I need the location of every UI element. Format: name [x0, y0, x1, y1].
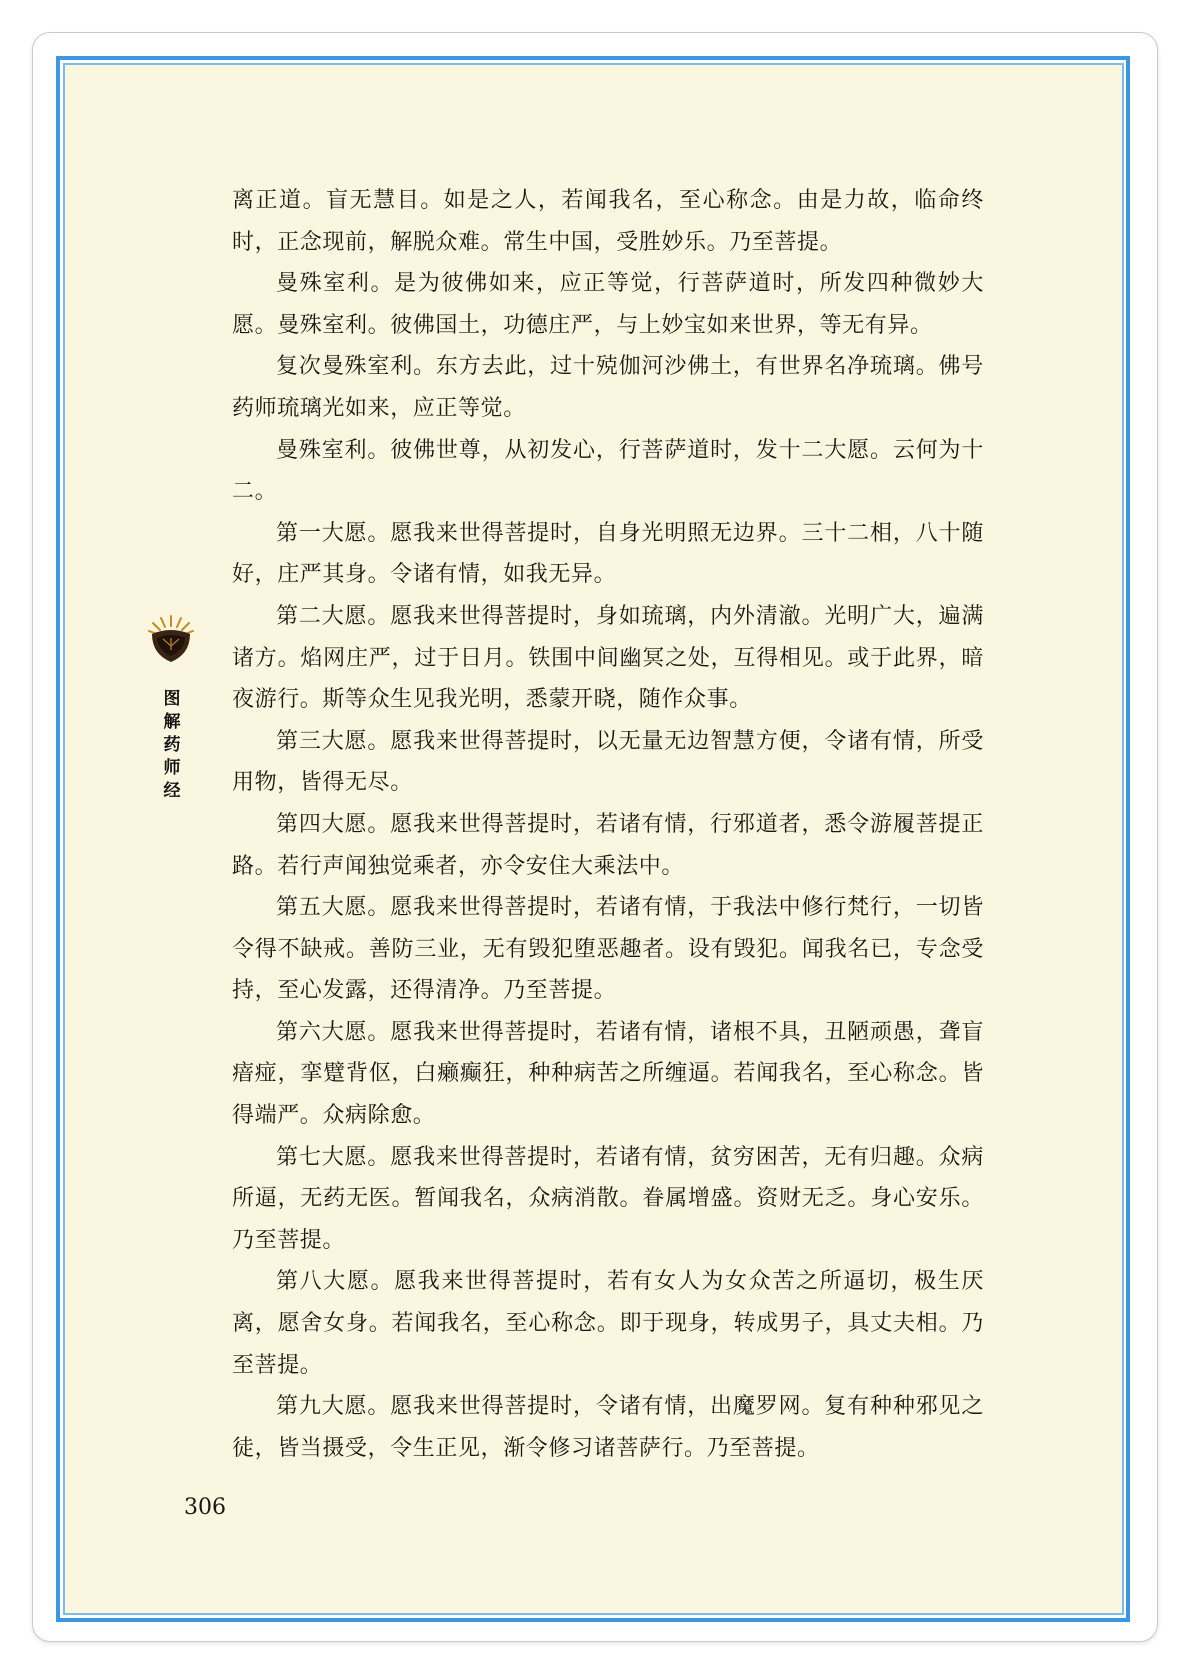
paragraph: 第六大愿。愿我来世得菩提时，若诸有情，诸根不具，丑陋顽愚，聋盲瘖痖，挛躄背伛，白癞癫狂，种种病苦之所缠逼。若闻我名，至心称念。皆得端严。众病除愈。 — [232, 1019, 984, 1129]
paragraph: 曼殊室利。是为彼佛如来，应正等觉，行菩萨道时，所发四种微妙大愿。曼殊室利。彼佛国土，功德庄严，与上妙宝如来世界，等无有异。 — [232, 271, 984, 338]
paragraph: 第二大愿。愿我来世得菩提时，身如琉璃，内外清澈。光明广大，遍满诸方。焰网庄严，过于日月。铁围中间幽冥之处，互得相见。或于此界，暗夜游行。斯等众生见我光明，悉蒙开晓，随作众事。 — [232, 603, 984, 713]
book-title-vertical — [160, 688, 184, 803]
paragraph: 第九大愿。愿我来世得菩提时，令诸有情，出魔罗网。复有种种邪见之徒，皆当摄受，令生正见，渐令修习诸菩萨行。乃至菩提。 — [232, 1394, 984, 1461]
lotus-emblem-icon — [146, 612, 196, 666]
paragraph: 曼殊室利。彼佛世尊，从初发心，行菩萨道时，发十二大愿。云何为十二。 — [232, 437, 984, 505]
book-title-char: 图 — [163, 689, 181, 709]
book-title-char: 解 — [163, 712, 181, 732]
paragraph: 第四大愿。愿我来世得菩提时，若诸有情，行邪道者，悉令游履菩提正路。若行声闻独觉乘者，亦令安住大乘法中。 — [232, 811, 984, 879]
paragraph: 复次曼殊室利。东方去此，过十殑伽河沙佛土，有世界名净琉璃。佛号药师琉璃光如来，应正等觉。 — [232, 354, 984, 421]
paragraph: 第五大愿。愿我来世得菩提时，若诸有情，于我法中修行梵行，一切皆令得不缺戒。善防三业，无有毁犯堕恶趣者。设有毁犯。闻我名已，专念受持，至心发露，还得清净。乃至菩提。 — [232, 895, 984, 1004]
page-number: 306 — [184, 1495, 226, 1520]
book-title-char: 经 — [163, 781, 181, 801]
paragraph: 第七大愿。愿我来世得菩提时，若诸有情，贫穷困苦，无有归趣。众病所逼，无药无医。暂闻我名，众病消散。眷属增盛。资财无乏。身心安乐。乃至菩提。 — [232, 1144, 984, 1253]
book-title-char: 师 — [163, 758, 181, 778]
paragraph: 离正道。盲无慧目。如是之人，若闻我名，至心称念。由是力故，临命终时，正念现前，解脱众难。常生中国，受胜妙乐。乃至菩提。 — [232, 188, 984, 255]
paragraph: 第一大愿。愿我来世得菩提时，自身光明照无边界。三十二相，八十随好，庄严其身。令诸有情，如我无异。 — [232, 520, 984, 588]
book-title-char: 药 — [163, 735, 181, 755]
paragraph: 第三大愿。愿我来世得菩提时，以无量无边智慧方便，令诸有情，所受用物，皆得无尽。 — [232, 728, 984, 796]
paragraph: 第八大愿。愿我来世得菩提时，若有女人为女众苦之所逼切，极生厌离，愿舍女身。若闻我名，至心称念。即于现身，转成男子，具丈夫相。乃至菩提。 — [232, 1269, 984, 1378]
sutra-text-body — [232, 180, 984, 1469]
